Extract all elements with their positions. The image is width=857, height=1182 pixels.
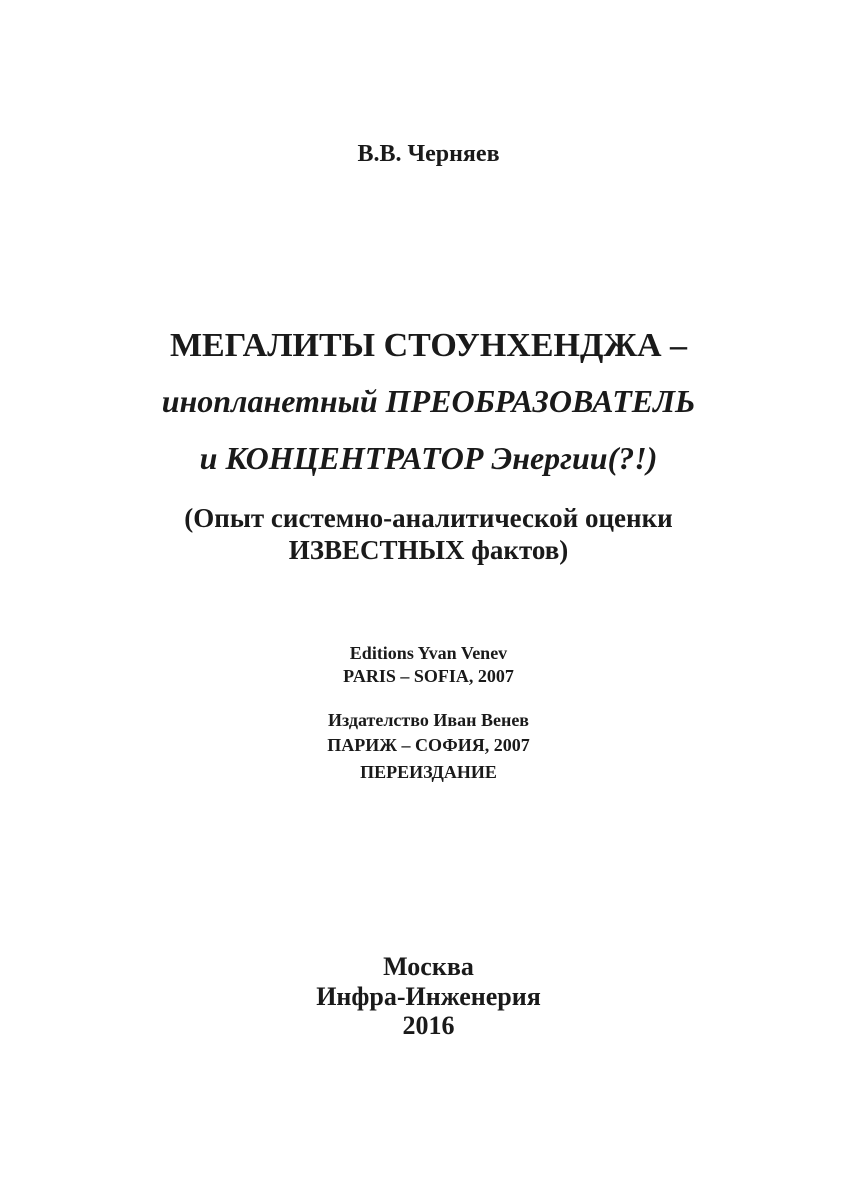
subtitle-line-2: ИЗВЕСТНЫХ фактов) bbox=[288, 535, 569, 565]
subtitle-line-1: (Опыт системно-аналитической оценки bbox=[184, 503, 673, 533]
reissue-note: ПЕРЕИЗДАНИЕ bbox=[360, 762, 497, 782]
title-line-3: и КОНЦЕНТРАТОР Энергии(?!) bbox=[199, 440, 658, 476]
author-name: В.В. Черняев bbox=[357, 141, 500, 167]
title-line-2: инопланетный ПРЕОБРАЗОВАТЕЛЬ bbox=[161, 383, 696, 419]
imprint-publisher: Инфра-Инженерия bbox=[316, 982, 541, 1011]
place-year-cyrillic: ПАРИЖ – СОФИЯ, 2007 bbox=[327, 735, 530, 755]
imprint-city: Москва bbox=[383, 952, 474, 981]
publisher-latin: Editions Yvan Venev bbox=[349, 643, 508, 663]
imprint-year: 2016 bbox=[402, 1011, 455, 1040]
title-line-1: МЕГАЛИТЫ СТОУНХЕНДЖА – bbox=[169, 327, 688, 364]
publisher-cyrillic: Издателство Иван Венев bbox=[327, 710, 530, 730]
place-year-latin: PARIS – SOFIA, 2007 bbox=[343, 666, 514, 686]
